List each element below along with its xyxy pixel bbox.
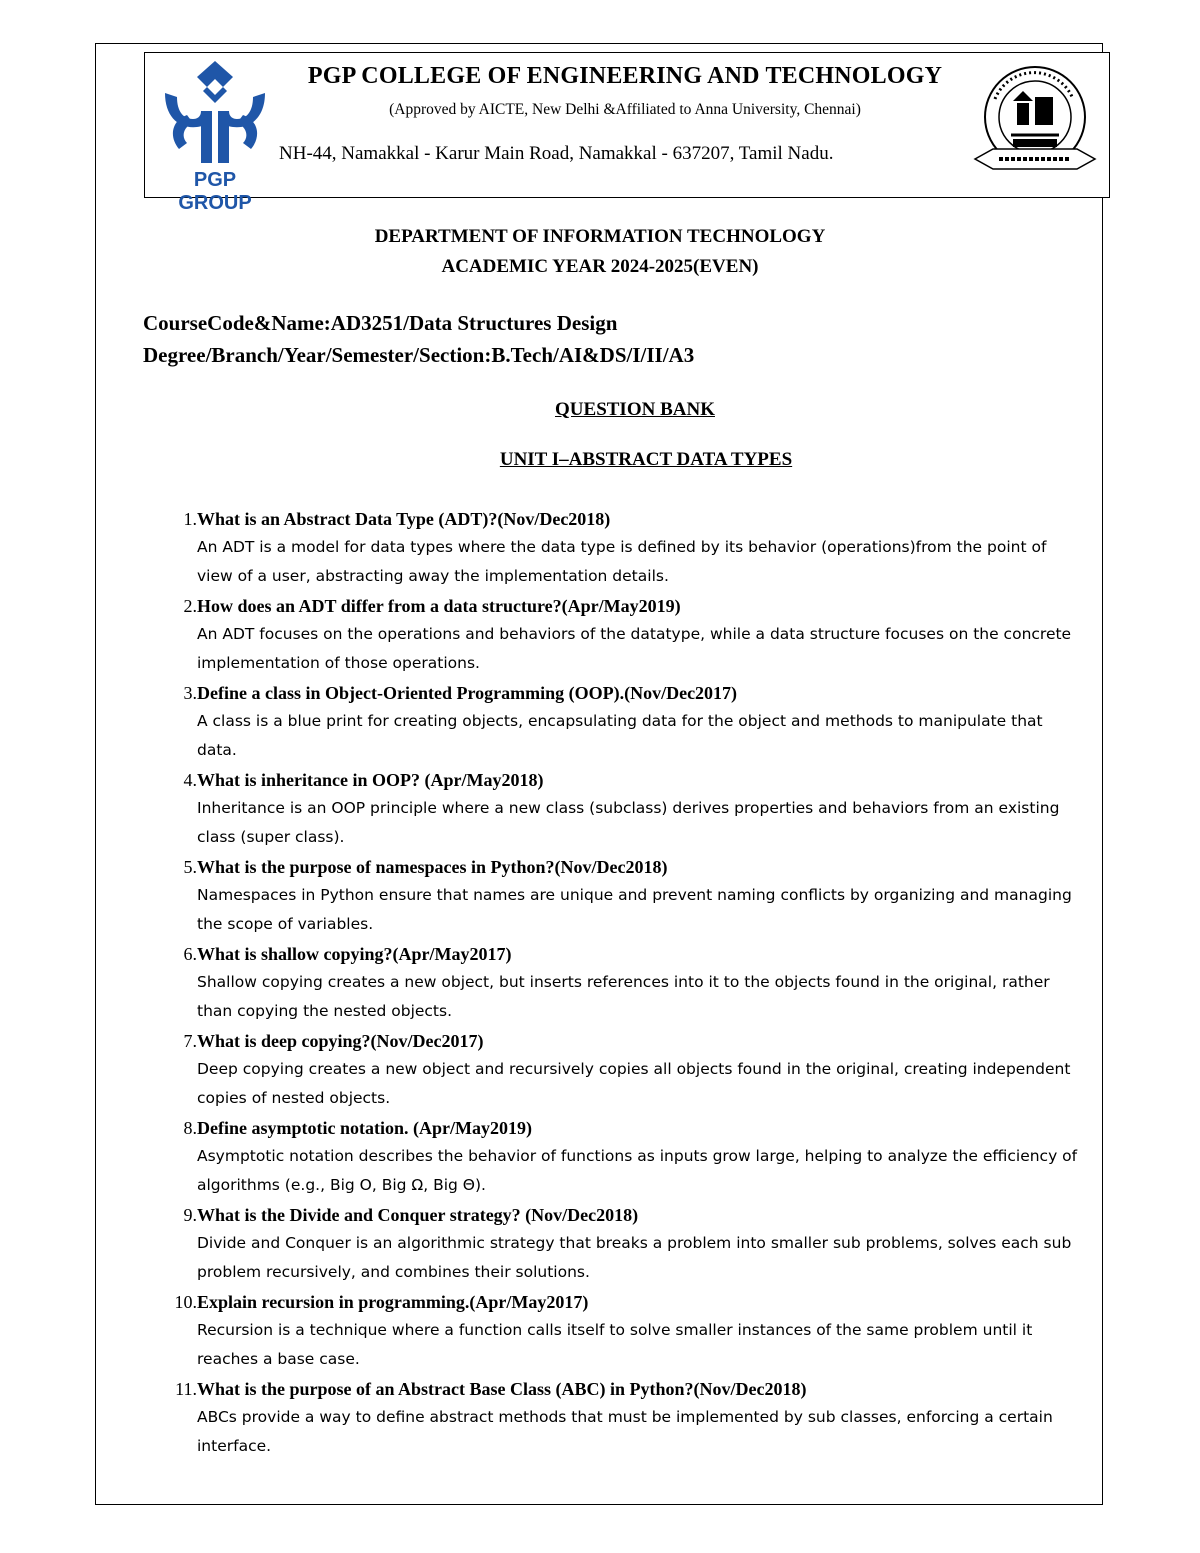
answer-text: ABCs provide a way to define abstract methods that must be implemented by sub classes, enforcing a certain interface. (197, 1408, 1053, 1455)
course-line: CourseCode&Name:AD3251/Data Structures Design (143, 311, 618, 335)
question-text: What is an Abstract Data Type (ADT)?(Nov/Dec2018) (197, 509, 611, 529)
college-address: NH-44, Namakkal - Karur Main Road, Namakkal - 637207, Tamil Nadu. (279, 143, 834, 164)
answer-text: A class is a blue print for creating objects, encapsulating data for the object and methods to manipulate that data. (197, 712, 1043, 759)
question-item (155, 1375, 1085, 1462)
unit-title: UNIT I–ABSTRACT DATA TYPES (499, 449, 793, 470)
college-header (144, 52, 1110, 214)
question-number: 10. (174, 1292, 197, 1312)
college-name: PGP COLLEGE OF ENGINEERING AND TECHNOLOGY (307, 63, 943, 89)
answer-text: Recursion is a technique where a function calls itself to solve smaller instances of the same problem until it reaches a base case. (197, 1321, 1033, 1368)
question-text: What is the Divide and Conquer strategy? (Nov/Dec2018) (197, 1205, 639, 1225)
question-number: 1. (183, 509, 197, 529)
question-item (155, 505, 1085, 592)
question-text: What is the purpose of namespaces in Python?(Nov/Dec2018) (197, 857, 668, 877)
question-item (155, 1201, 1085, 1288)
approval-line: (Approved by AICTE, New Delhi &Affiliated to Anna University, Chennai) (389, 101, 861, 118)
degree-line: Degree/Branch/Year/Semester/Section:B.Tech/AI&DS/I/II/A3 (143, 343, 695, 367)
logo-caption: PGP GROUP (178, 169, 252, 214)
question-text: What is deep copying?(Nov/Dec2017) (197, 1031, 484, 1051)
question-item (155, 853, 1085, 940)
answer-text: Asymptotic notation describes the behavior of functions as inputs grow large, helping to analyze the efficiency of algorithms (e.g., Big O, Big Ω, Big Θ). (197, 1147, 1078, 1194)
question-text: How does an ADT differ from a data structure?(Apr/May2019) (197, 596, 681, 616)
question-text: What is inheritance in OOP? (Apr/May2018) (197, 770, 544, 790)
question-item (155, 940, 1085, 1027)
answer-text: Shallow copying creates a new object, but inserts references into it to the objects found in the original, rather than copying the nested objects. (197, 973, 1050, 1020)
question-text: Define asymptotic notation. (Apr/May2019) (197, 1118, 532, 1138)
question-number: 6. (183, 944, 197, 964)
question-number: 5. (183, 857, 197, 877)
question-number: 8. (183, 1118, 197, 1138)
answer-text: Deep copying creates a new object and recursively copies all objects found in the original, creating independent copies of nested objects. (197, 1060, 1071, 1107)
answer-text: Divide and Conquer is an algorithmic strategy that breaks a problem into smaller sub problems, solves each sub problem recursively, and combines their solutions. (197, 1234, 1072, 1281)
question-item (155, 1027, 1085, 1114)
question-text: Explain recursion in programming.(Apr/May2017) (197, 1292, 589, 1312)
department-title: DEPARTMENT OF INFORMATION TECHNOLOGY (374, 226, 826, 247)
answer-text: Namespaces in Python ensure that names are unique and prevent naming conflicts by organizing and managing the scope of variables. (197, 886, 1072, 933)
academic-year: ACADEMIC YEAR 2024-2025(EVEN) (441, 256, 759, 277)
question-item (155, 679, 1085, 766)
question-number: 4. (183, 770, 197, 790)
answer-text: Inheritance is an OOP principle where a new class (subclass) derives properties and behaviors from an existing class (super class). (197, 799, 1060, 846)
question-item (155, 1288, 1085, 1375)
question-item (155, 1114, 1085, 1201)
college-seal (973, 61, 1097, 187)
question-bank-title: QUESTION BANK (555, 399, 715, 420)
question-text: Define a class in Object-Oriented Programming (OOP).(Nov/Dec2017) (197, 683, 738, 703)
question-item (155, 592, 1085, 679)
answer-text: An ADT is a model for data types where the data type is defined by its behavior (operations)from the point of view of a user, abstracting away the implementation details. (197, 538, 1047, 585)
question-text: What is shallow copying?(Apr/May2017) (197, 944, 512, 964)
question-number: 7. (183, 1031, 197, 1051)
question-number: 11. (175, 1379, 197, 1399)
question-list (155, 505, 1085, 1462)
question-item (155, 766, 1085, 853)
question-text: What is the purpose of an Abstract Base Class (ABC) in Python?(Nov/Dec2018) (197, 1379, 807, 1399)
answer-text: An ADT focuses on the operations and behaviors of the datatype, while a data structure focuses on the concrete implementation of those operations. (197, 625, 1072, 672)
question-number: 9. (183, 1205, 197, 1225)
question-number: 3. (183, 683, 197, 703)
question-number: 2. (183, 596, 197, 616)
